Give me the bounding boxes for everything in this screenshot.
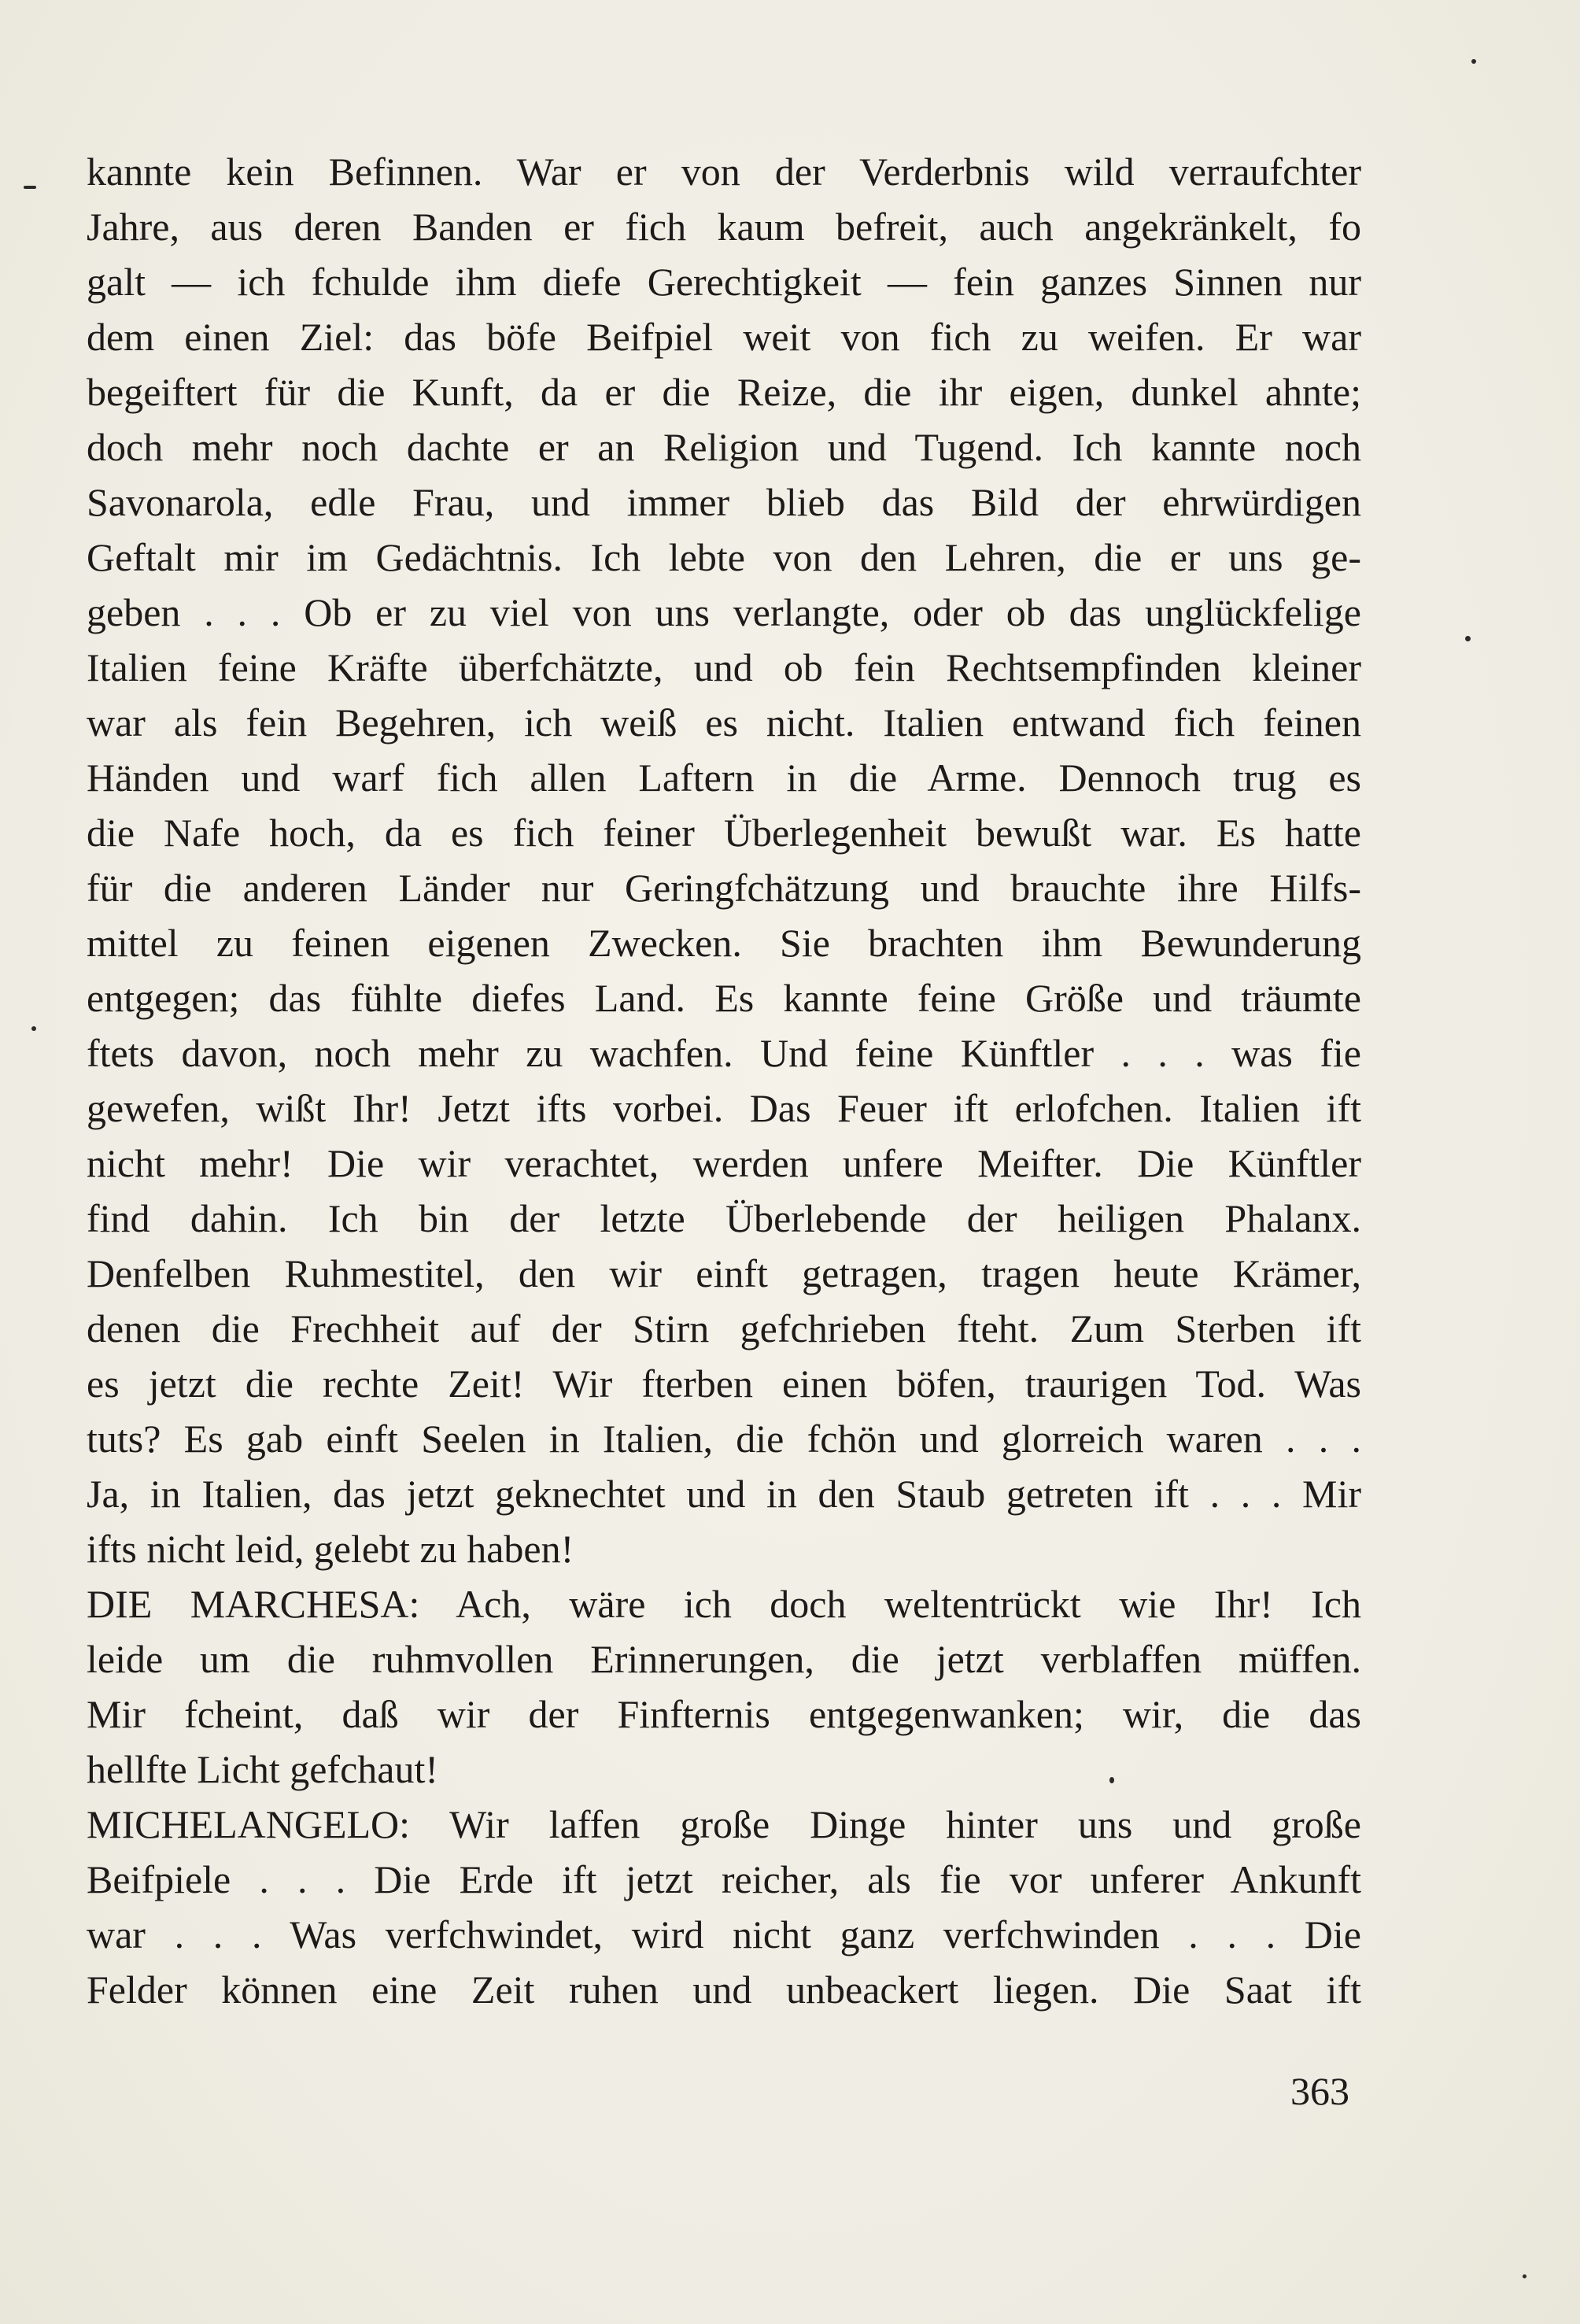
- text-line: tuts? Es gab einft Seelen in Italien, die fchön und glorreich waren . . .: [87, 1417, 1361, 1461]
- text-line: dem einen Ziel: das böfe Beifpiel weit von fich zu weifen. Er war: [87, 315, 1361, 359]
- print-speck: [1523, 2274, 1526, 2278]
- text-line: begeiftert für die Kunft, da er die Reize, die ihr eigen, dunkel ahnte;: [87, 370, 1361, 414]
- text-line: war als fein Begehren, ich weiß es nicht. Italien entwand fich feinen: [87, 700, 1361, 744]
- speaker-line: MICHELANGELO: Wir laffen große Dinge hinter uns und große: [87, 1802, 1361, 1846]
- text-line: für die anderen Länder nur Geringfchätzung und brauchte ihre Hilfs-: [87, 866, 1361, 910]
- print-speck: [31, 1026, 36, 1031]
- text-line: Beifpiele . . . Die Erde ift jetzt reicher, als fie vor unferer Ankunft: [87, 1857, 1361, 1901]
- text-line: Denfelben Ruhmestitel, den wir einft getragen, tragen heute Krämer,: [87, 1251, 1361, 1295]
- text-line: Italien feine Kräfte überfchätzte, und ob fein Rechtsempfinden kleiner: [87, 645, 1361, 689]
- text-line: galt — ich fchulde ihm diefe Gerechtigkeit — fein ganzes Sinnen nur: [87, 260, 1361, 304]
- text-line: entgegen; das fühlte diefes Land. Es kannte feine Größe und träumte: [87, 976, 1361, 1020]
- text-line: ftets davon, noch mehr zu wachfen. Und feine Künftler . . . was fie: [87, 1031, 1361, 1075]
- text-line: doch mehr noch dachte er an Religion und Tugend. Ich kannte noch: [87, 425, 1361, 469]
- text-line: nicht mehr! Die wir verachtet, werden unfere Meifter. Die Künftler: [87, 1141, 1361, 1185]
- print-speck: [24, 186, 36, 189]
- text-line: leide um die ruhmvollen Erinnerungen, die jetzt verblaffen müffen.: [87, 1637, 1361, 1681]
- text-line: Jahre, aus deren Banden er fich kaum befreit, auch angekränkelt, fo: [87, 205, 1361, 249]
- print-speck: [1465, 636, 1471, 641]
- print-speck: [1471, 59, 1476, 64]
- text-line: geben . . . Ob er zu viel von uns verlangte, oder ob das unglückfelige: [87, 590, 1361, 634]
- body-text: [87, 144, 1361, 2017]
- text-line: hellfte Licht gefchaut!: [87, 1747, 438, 1791]
- text-line: find dahin. Ich bin der letzte Überlebende der heiligen Phalanx.: [87, 1196, 1361, 1240]
- text-line: es jetzt die rechte Zeit! Wir fterben einen böfen, traurigen Tod. Was: [87, 1362, 1361, 1406]
- speaker-line: DIE MARCHESA: Ach, wäre ich doch weltentrückt wie Ihr! Ich: [87, 1582, 1361, 1626]
- text-line: Mir fcheint, daß wir der Finfternis entgegenwanken; wir, die das: [87, 1692, 1361, 1736]
- text-line: Felder können eine Zeit ruhen und unbeackert liegen. Die Saat ift: [87, 1967, 1361, 2012]
- text-line: Savonarola, edle Frau, und immer blieb das Bild der ehrwürdigen: [87, 480, 1361, 524]
- text-line: Händen und warf fich allen Laftern in die Arme. Dennoch trug es: [87, 756, 1361, 800]
- text-line: die Nafe hoch, da es fich feiner Überlegenheit bewußt war. Es hatte: [87, 811, 1361, 855]
- text-line: ifts nicht leid, gelebt zu haben!: [87, 1527, 574, 1571]
- text-line: Ja, in Italien, das jetzt geknechtet und in den Staub getreten ift . . . Mir: [87, 1472, 1361, 1516]
- text-line: denen die Frechheit auf der Stirn gefchrieben fteht. Zum Sterben ift: [87, 1306, 1361, 1350]
- text-line: war . . . Was verfchwindet, wird nicht ganz verfchwinden . . . Die: [87, 1912, 1361, 1956]
- text-line: mittel zu feinen eigenen Zwecken. Sie brachten ihm Bewunderung: [87, 921, 1361, 965]
- text-line: kannte kein Befinnen. War er von der Verderbnis wild verraufchter: [87, 150, 1361, 194]
- page-number: 363: [1290, 2069, 1349, 2113]
- text-line: gewefen, wißt Ihr! Jetzt ifts vorbei. Das Feuer ift erlofchen. Italien ift: [87, 1086, 1361, 1130]
- text-line: Geftalt mir im Gedächtnis. Ich lebte von den Lehren, die er uns ge-: [87, 535, 1361, 579]
